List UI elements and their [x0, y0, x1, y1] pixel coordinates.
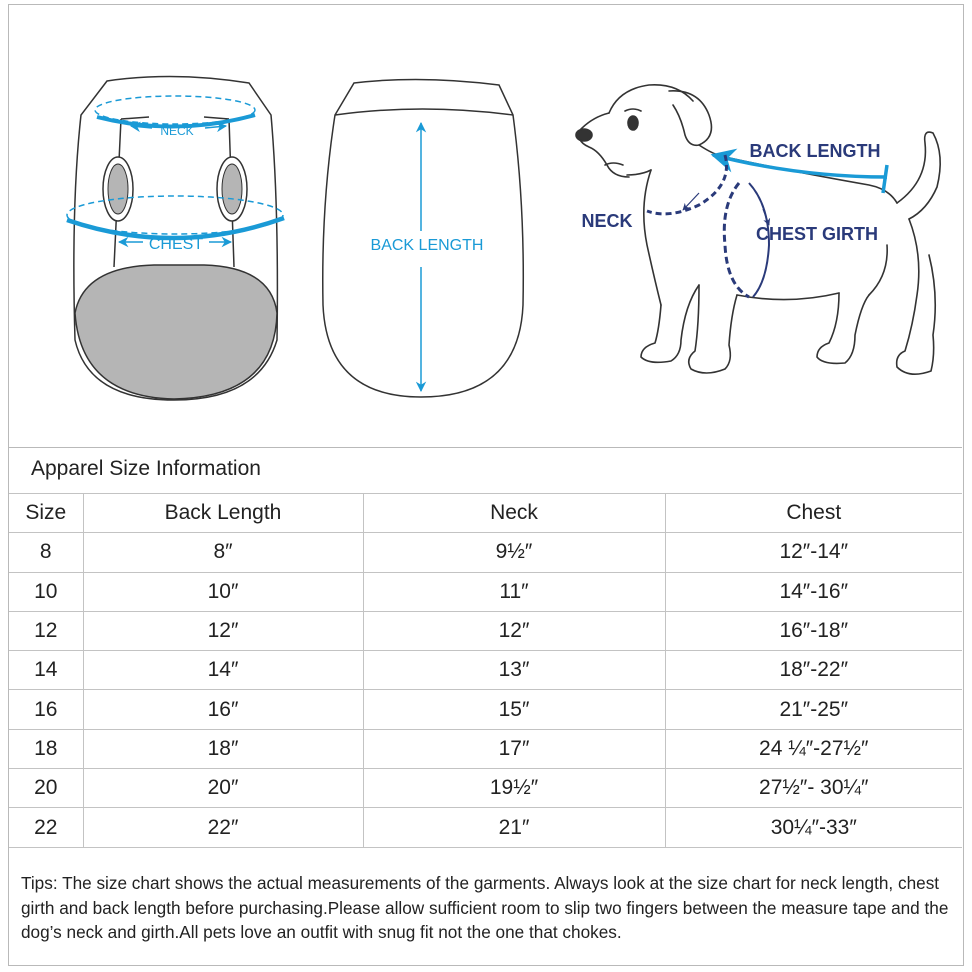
dog-measurements	[581, 141, 887, 297]
header-neck: Neck	[363, 494, 665, 533]
cell-size: 8	[9, 533, 83, 572]
header-size: Size	[9, 494, 83, 533]
table-row	[9, 611, 962, 650]
tips-text: Tips: The size chart shows the actual measurements of the garments. Always look at the size chart for neck length, chest girth and back length before purchasing.Please allow sufficient room to slip two fingers between the measure tape and the dog’s neck and girth.All pets love an outfit with snug fit not the one that chokes.	[21, 873, 949, 942]
cell-back-length: 20″	[83, 769, 363, 808]
table-row	[9, 729, 962, 768]
cell-neck: 15″	[363, 690, 665, 729]
cell-chest: 16″-18″	[665, 611, 962, 650]
front-neck-label: NECK	[160, 124, 194, 138]
dog-back-length-label: BACK LENGTH	[749, 141, 881, 161]
back-length-label: BACK LENGTH	[370, 237, 484, 254]
cell-neck: 12″	[363, 611, 665, 650]
cell-size: 20	[9, 769, 83, 808]
table-row	[9, 690, 962, 729]
cell-back-length: 12″	[83, 611, 363, 650]
measurement-illustration	[9, 5, 962, 448]
table-row	[9, 769, 962, 808]
dog-chest-girth-line	[724, 183, 749, 297]
header-chest: Chest	[665, 494, 962, 533]
back-view-garment	[323, 79, 524, 397]
cell-back-length: 18″	[83, 729, 363, 768]
cell-size: 10	[9, 572, 83, 611]
cell-chest: 30¼″-33″	[665, 808, 962, 847]
table-row	[9, 572, 962, 611]
table-title: Apparel Size Information	[31, 457, 261, 480]
cell-neck: 9½″	[363, 533, 665, 572]
table-row	[9, 651, 962, 690]
dog-neck-line	[647, 155, 727, 214]
size-chart-frame	[8, 4, 964, 966]
cell-size: 14	[9, 651, 83, 690]
table-row	[9, 808, 962, 847]
measurement-diagrams	[9, 5, 962, 447]
cell-chest: 27½″- 30¼″	[665, 769, 962, 808]
cell-back-length: 22″	[83, 808, 363, 847]
cell-back-length: 16″	[83, 690, 363, 729]
front-chest-label: CHEST	[148, 236, 204, 253]
size-table	[9, 493, 962, 848]
table-row	[9, 533, 962, 572]
belly-panel	[75, 265, 277, 399]
table-header-row	[9, 494, 962, 533]
cell-chest: 14″-16″	[665, 572, 962, 611]
cell-chest: 21″-25″	[665, 690, 962, 729]
cell-back-length: 10″	[83, 572, 363, 611]
cell-back-length: 8″	[83, 533, 363, 572]
cell-size: 22	[9, 808, 83, 847]
cell-chest: 24 ¼″-27½″	[665, 729, 962, 768]
cell-size: 18	[9, 729, 83, 768]
cell-neck: 13″	[363, 651, 665, 690]
dog-neck-label: NECK	[581, 211, 633, 231]
cell-size: 16	[9, 690, 83, 729]
cell-neck: 21″	[363, 808, 665, 847]
dog-chest-girth-label: CHEST GIRTH	[755, 224, 879, 244]
cell-neck: 19½″	[363, 769, 665, 808]
cell-size: 12	[9, 611, 83, 650]
cell-back-length: 14″	[83, 651, 363, 690]
front-view-garment	[67, 76, 284, 400]
cell-neck: 11″	[363, 572, 665, 611]
header-back-length: Back Length	[83, 494, 363, 533]
cell-chest: 12″-14″	[665, 533, 962, 572]
cell-neck: 17″	[363, 729, 665, 768]
cell-chest: 18″-22″	[665, 651, 962, 690]
